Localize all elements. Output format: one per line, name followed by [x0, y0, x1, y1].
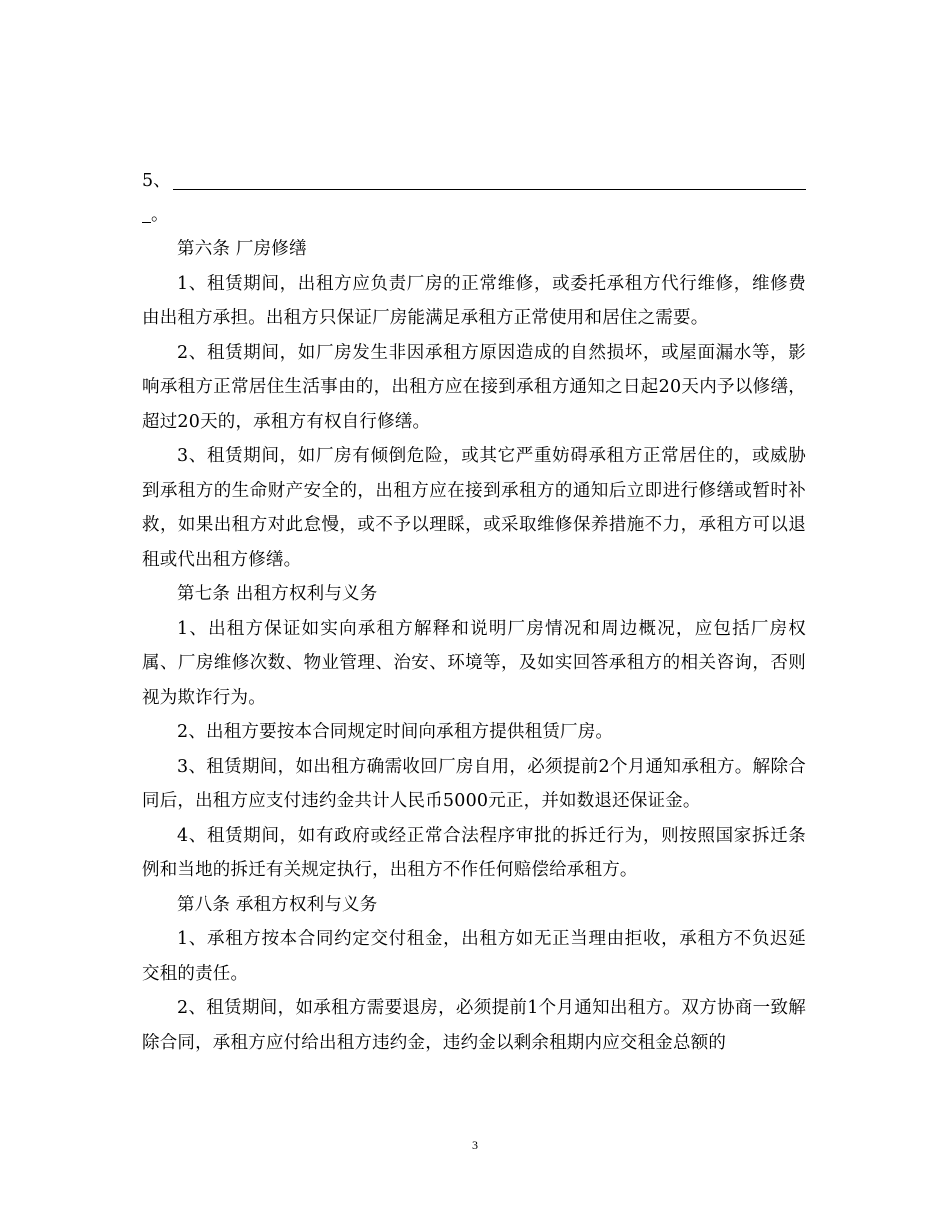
blank-fill-line-end	[142, 222, 151, 223]
section-heading-6: 第六条 厂房修缮	[177, 239, 307, 259]
section-heading-8: 第八条 承租方权利与义务	[177, 894, 378, 915]
blank-item-tail	[142, 198, 806, 232]
blank-item-5	[142, 160, 806, 198]
paragraph: 1、承租方按本合同约定交付租金，出租方如无正当理由拒收，承租方不负迟延交租的责任。	[142, 929, 806, 984]
paragraph: 1、出租方保证如实向承租方解释和说明厂房情况和周边概况，应包括厂房权属、厂房维修次数、物业管理、治安、环境等，及如实回答承租方的相关咨询，否则视为欺诈行为。	[142, 618, 806, 708]
paragraph: 1、租赁期间，出租方应负责厂房的正常维修，或委托承租方代行维修，维修费由出租方承担。出租方只保证厂房能满足承租方正常使用和居住之需要。	[142, 273, 806, 328]
blank-item-number: 5、	[142, 170, 171, 191]
paragraph: 2、租赁期间，如承租方需要退房，必须提前1个月通知出租方。双方协商一致解除合同，承租方应付给出租方违约金，违约金以剩余租期内应交租金总额的	[142, 998, 806, 1053]
blank-fill-line	[173, 189, 806, 190]
paragraph: 4、租赁期间，如有政府或经正常合法程序审批的拆迁行为，则按照国家拆迁条例和当地的拆迁有关规定执行，出租方不作任何赔偿给承租方。	[142, 825, 806, 880]
page-number: 3	[472, 1138, 478, 1152]
document-body	[142, 160, 806, 1060]
paragraph: 3、租赁期间，如厂房有倾倒危险，或其它严重妨碍承租方正常居住的，或威胁到承租方的生命财产安全的，出租方应在接到承租方的通知后立即进行修缮或暂时补救，如果出租方对此怠慢，或不予以理睬，或采取维修保养措施不力，承租方可以退租或代出租方修缮。	[142, 446, 806, 570]
paragraph: 2、租赁期间，如厂房发生非因承租方原因造成的自然损坏，或屋面漏水等，影响承租方正常居住生活事由的，出租方应在接到承租方通知之日起20天内予以修缮，超过20天的，承租方有权自行修缮。	[142, 342, 806, 432]
section-heading-7: 第七条 出租方权利与义务	[177, 584, 378, 604]
paragraph: 2、出租方要按本合同规定时间向承租方提供租赁厂房。	[177, 722, 614, 742]
blank-item-end: 。	[151, 205, 169, 225]
paragraph: 3、租赁期间，如出租方确需收回厂房自用，必须提前2个月通知承租方。解除合同后，出租方应支付违约金共计人民币5000元正，并如数退还保证金。	[142, 756, 806, 811]
